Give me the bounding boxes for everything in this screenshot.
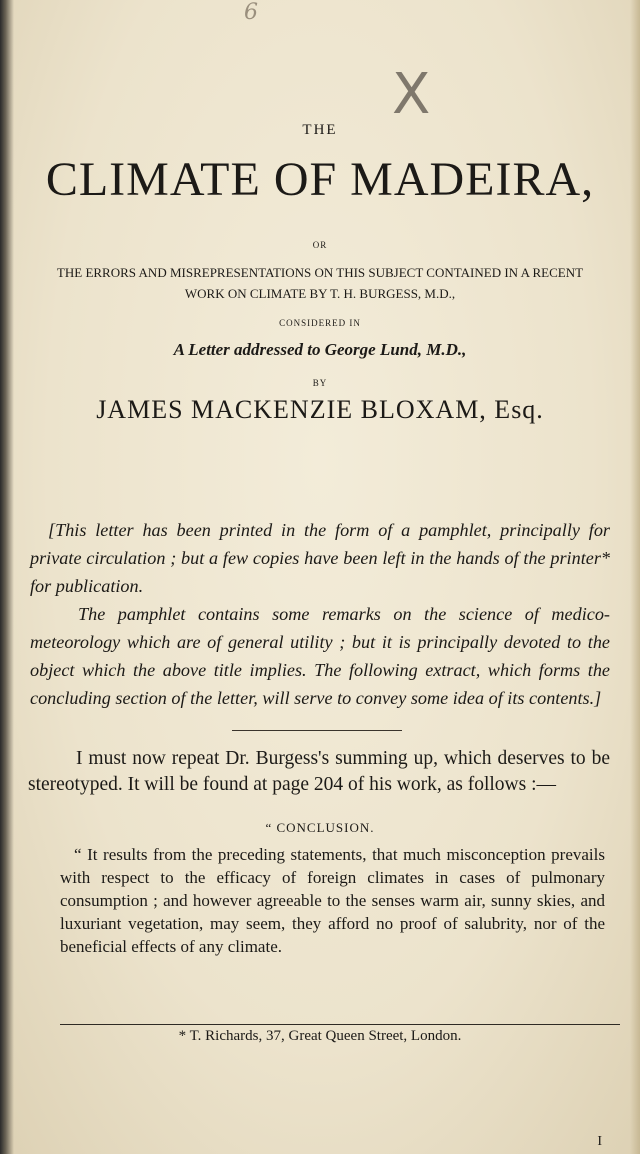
main-title: CLIMATE OF MADEIRA, (45, 153, 595, 206)
quoted-conclusion (60, 843, 605, 958)
title-or: OR (312, 240, 328, 250)
body-paragraph-1: I must now repeat Dr. Burgess's summing up, which deserves to be stereotyped. It will be found at page 204 of his work, as follows :— (28, 748, 610, 795)
footnote-divider (60, 1024, 620, 1025)
pencil-annotation: 6 (244, 0, 258, 25)
conclusion-heading: “ CONCLUSION. (265, 820, 375, 835)
editorial-note (30, 516, 610, 712)
page-mark: I (597, 1134, 602, 1149)
printer-footnote: * T. Richards, 37, Great Queen Street, London. (178, 1028, 462, 1044)
letter-address-line: A Letter addressed to George Lund, M.D., (173, 340, 467, 359)
body-text (28, 746, 610, 798)
note-paragraph-2: The pamphlet contains some remarks on the science of medico-meteorology which are of general utility ; but it is principally devoted to the object which the above title implies. The following extract, which forms the concluding section of the letter, will serve to convey some idea of its contents.] (30, 604, 610, 708)
title-by: BY (312, 378, 328, 388)
quote-paragraph: “ It results from the preceding statements, that much misconception prevails with respect to the efficacy of foreign climates in cases of pulmonary consumption ; and however agreeable to the senses warm air, sunny skies, and luxuriant vegetation, may seem, they afford no proof of salubrity, nor of the beneficial effects of any climate. (60, 845, 605, 956)
author-name: JAMES MACKENZIE BLOXAM, Esq. (96, 395, 544, 424)
considered-in: CONSIDERED IN (279, 318, 361, 328)
pencil-cross-mark: X (392, 62, 431, 127)
subtitle: THE ERRORS AND MISREPRESENTATIONS ON THIS SUBJECT CONTAINED IN A RECENT WORK ON CLIMATE BY T. H. BURGESS, M.D., (56, 265, 584, 301)
note-paragraph-1: [This letter has been printed in the form of a pamphlet, principally for private circulation ; but a few copies have been left in the hands of the printer* for publication. (30, 520, 610, 596)
section-divider (232, 730, 402, 731)
title-the: THE (302, 122, 338, 138)
